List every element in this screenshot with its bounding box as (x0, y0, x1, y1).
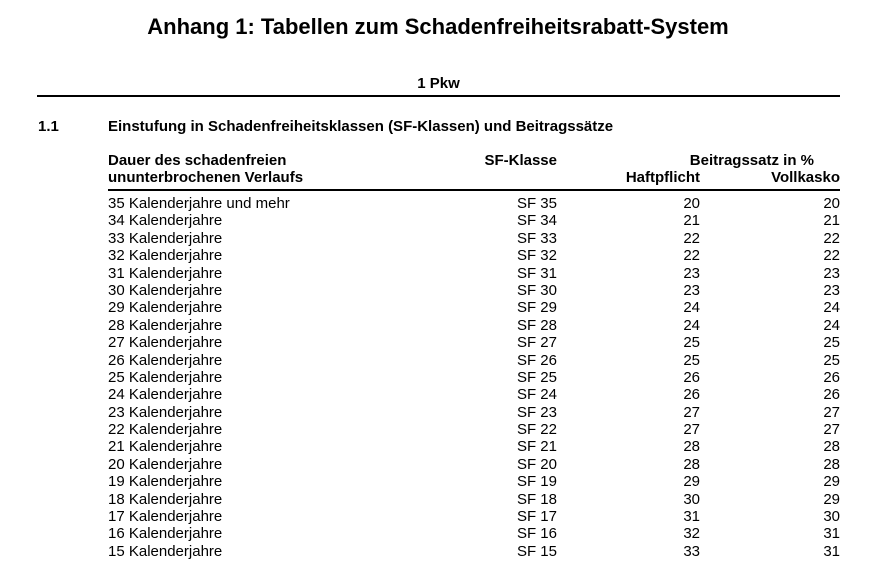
cell-sf-klasse: SF 23 (516, 403, 557, 421)
table-row (0, 525, 881, 542)
table-row (0, 282, 881, 299)
cell-haftpflicht: 29 (683, 473, 700, 491)
cell-dauer: 20 Kalenderjahre (108, 455, 223, 473)
table-row (0, 212, 881, 229)
section-number: 1.1 (38, 118, 59, 135)
cell-vollkasko: 24 (823, 299, 840, 317)
table-row (0, 265, 881, 282)
cell-vollkasko: 25 (823, 351, 840, 369)
cell-vollkasko: 23 (823, 281, 840, 299)
cell-sf-klasse: SF 24 (516, 386, 557, 404)
cell-sf-klasse: SF 26 (516, 351, 557, 369)
cell-dauer: 19 Kalenderjahre (108, 473, 223, 491)
cell-sf-klasse: SF 30 (516, 281, 557, 299)
cell-vollkasko: 22 (823, 247, 840, 265)
cell-sf-klasse: SF 28 (516, 316, 557, 334)
cell-vollkasko: 29 (823, 490, 840, 508)
cell-haftpflicht: 20 (683, 195, 700, 212)
table-row (0, 473, 881, 490)
table-row (0, 543, 881, 560)
cell-vollkasko: 24 (823, 316, 840, 334)
cell-dauer: 30 Kalenderjahre (108, 281, 223, 299)
cell-vollkasko: 22 (823, 229, 840, 247)
cell-haftpflicht: 27 (683, 421, 700, 439)
table-row (0, 352, 881, 369)
cell-dauer: 25 Kalenderjahre (108, 368, 223, 386)
cell-sf-klasse: SF 29 (516, 299, 557, 317)
cell-sf-klasse: SF 17 (516, 508, 557, 526)
cell-dauer: 32 Kalenderjahre (108, 247, 223, 265)
table-row (0, 230, 881, 247)
table-row (0, 491, 881, 508)
cell-dauer: 34 Kalenderjahre (108, 212, 223, 230)
section-heading-pkw: 1 Pkw (417, 75, 460, 92)
table-row (0, 421, 881, 438)
table-row (0, 369, 881, 386)
cell-haftpflicht: 24 (683, 299, 700, 317)
cell-haftpflicht: 22 (683, 229, 700, 247)
cell-dauer: 17 Kalenderjahre (108, 508, 223, 526)
cell-haftpflicht: 26 (683, 386, 700, 404)
cell-vollkasko: 21 (823, 212, 840, 230)
table-row (0, 404, 881, 421)
cell-sf-klasse: SF 18 (516, 490, 557, 508)
cell-dauer: 16 Kalenderjahre (108, 525, 223, 543)
table-row (0, 317, 881, 334)
cell-haftpflicht: 30 (683, 490, 700, 508)
cell-dauer: 23 Kalenderjahre (108, 403, 223, 421)
cell-dauer: 22 Kalenderjahre (108, 421, 223, 439)
cell-dauer: 33 Kalenderjahre (108, 229, 223, 247)
page-title: Anhang 1: Tabellen zum Schadenfreiheitsrabatt-System (147, 14, 729, 39)
table-row (0, 456, 881, 473)
cell-sf-klasse: SF 27 (516, 334, 557, 352)
table-row (0, 334, 881, 351)
cell-dauer: 21 Kalenderjahre (108, 438, 223, 456)
cell-sf-klasse: SF 34 (516, 212, 557, 230)
cell-haftpflicht: 21 (683, 212, 700, 230)
column-header-vollkasko: Vollkasko (771, 169, 840, 186)
cell-vollkasko: 31 (823, 525, 840, 543)
cell-haftpflicht: 23 (683, 264, 700, 282)
cell-haftpflicht: 22 (683, 247, 700, 265)
section-title: Einstufung in Schadenfreiheitsklassen (SF-Klassen) und Beitragssätze (108, 118, 614, 135)
cell-sf-klasse: SF 22 (516, 421, 557, 439)
cell-vollkasko: 30 (823, 508, 840, 526)
cell-vollkasko: 26 (823, 386, 840, 404)
header-divider (108, 189, 840, 191)
cell-haftpflicht: 25 (683, 334, 700, 352)
cell-haftpflicht: 32 (683, 525, 700, 543)
cell-vollkasko: 28 (823, 438, 840, 456)
cell-haftpflicht: 27 (683, 403, 700, 421)
cell-sf-klasse: SF 15 (516, 542, 557, 560)
table-body (0, 195, 881, 560)
cell-haftpflicht: 26 (683, 368, 700, 386)
cell-sf-klasse: SF 32 (516, 247, 557, 265)
cell-vollkasko: 27 (823, 403, 840, 421)
cell-haftpflicht: 25 (683, 351, 700, 369)
cell-vollkasko: 23 (823, 264, 840, 282)
cell-vollkasko: 31 (823, 542, 840, 560)
cell-dauer: 27 Kalenderjahre (108, 334, 223, 352)
cell-sf-klasse: SF 20 (516, 455, 557, 473)
column-group-header-beitragssatz: Beitragssatz in % (689, 152, 814, 169)
cell-sf-klasse: SF 25 (516, 368, 557, 386)
table-row (0, 247, 881, 264)
cell-haftpflicht: 23 (683, 281, 700, 299)
column-header-dauer-line1: Dauer des schadenfreien (108, 152, 287, 169)
cell-haftpflicht: 28 (683, 438, 700, 456)
cell-sf-klasse: SF 31 (516, 264, 557, 282)
cell-sf-klasse: SF 21 (516, 438, 557, 456)
cell-haftpflicht: 24 (683, 316, 700, 334)
table-row (0, 438, 881, 455)
cell-vollkasko: 20 (823, 195, 840, 212)
column-header-dauer-line2: ununterbrochenen Verlaufs (108, 169, 304, 186)
cell-vollkasko: 27 (823, 421, 840, 439)
cell-haftpflicht: 33 (683, 542, 700, 560)
table-row (0, 508, 881, 525)
divider (37, 95, 840, 97)
cell-sf-klasse: SF 19 (516, 473, 557, 491)
cell-vollkasko: 29 (823, 473, 840, 491)
table-row (0, 195, 881, 212)
cell-vollkasko: 28 (823, 455, 840, 473)
column-header-sf-klasse: SF-Klasse (484, 152, 557, 169)
cell-dauer: 29 Kalenderjahre (108, 299, 223, 317)
cell-dauer: 28 Kalenderjahre (108, 316, 223, 334)
cell-sf-klasse: SF 16 (516, 525, 557, 543)
cell-haftpflicht: 28 (683, 455, 700, 473)
cell-vollkasko: 26 (823, 368, 840, 386)
table-row (0, 299, 881, 316)
cell-dauer: 18 Kalenderjahre (108, 490, 223, 508)
cell-dauer: 15 Kalenderjahre (108, 542, 223, 560)
column-header-haftpflicht: Haftpflicht (625, 169, 700, 186)
cell-dauer: 24 Kalenderjahre (108, 386, 223, 404)
cell-haftpflicht: 31 (683, 508, 700, 526)
cell-dauer: 31 Kalenderjahre (108, 264, 223, 282)
cell-sf-klasse: SF 33 (516, 229, 557, 247)
cell-sf-klasse: SF 35 (516, 195, 557, 212)
cell-dauer: 35 Kalenderjahre und mehr (108, 195, 290, 212)
column-header-dauer (108, 152, 303, 186)
cell-dauer: 26 Kalenderjahre (108, 351, 223, 369)
table-row (0, 386, 881, 403)
cell-vollkasko: 25 (823, 334, 840, 352)
